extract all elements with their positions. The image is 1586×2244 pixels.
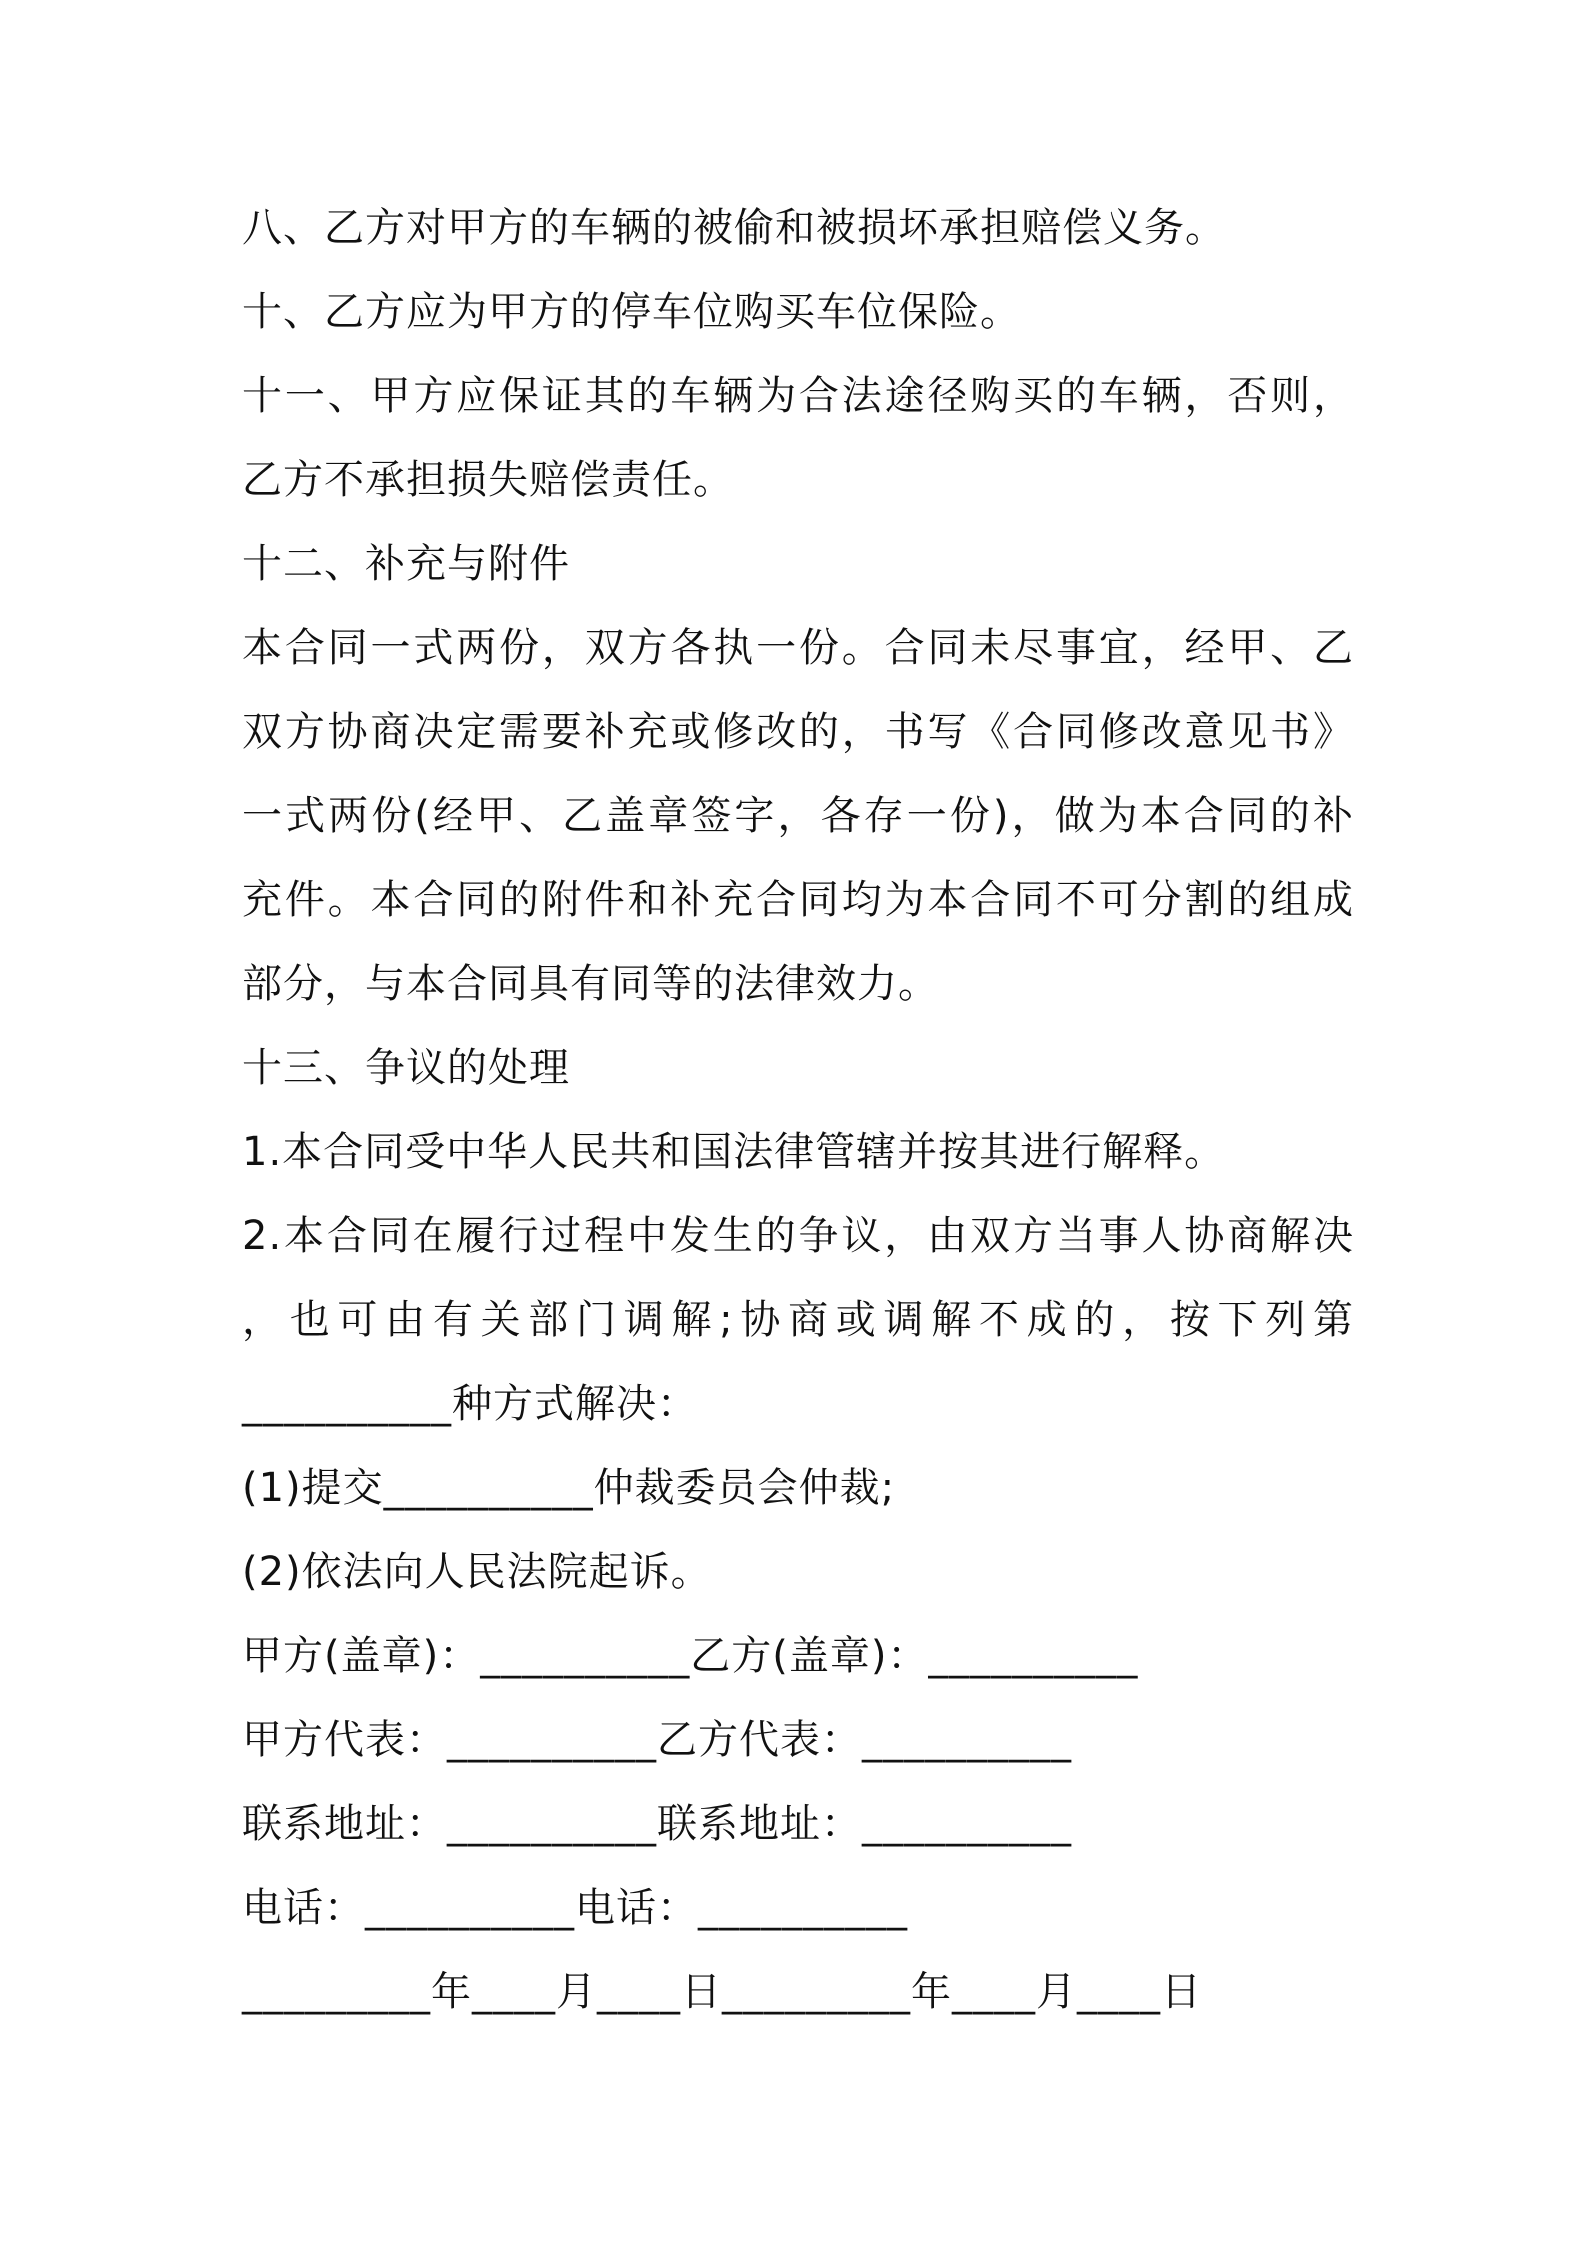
clause-11-line-2: 乙方不承担损失赔偿责任。: [242, 457, 734, 503]
clause-12-para-line-2: 双方协商决定需要补充或修改的，书写《合同修改意见书》: [242, 709, 1354, 755]
signature-date-row: _________年____月____日_________年____月____日: [242, 1969, 1202, 2015]
clause-12-heading: 十二、补充与附件: [242, 541, 570, 587]
clause-10: 十、乙方应为甲方的停车位购买车位保险。: [242, 289, 1021, 335]
clause-12-para-line-5: 部分，与本合同具有同等的法律效力。: [242, 961, 939, 1007]
clause-12-para-line-1: 本合同一式两份，双方各执一份。合同未尽事宜，经甲、乙: [242, 625, 1354, 671]
clause-13-item-2-line-1: 2.本合同在履行过程中发生的争议，由双方当事人协商解决: [242, 1213, 1354, 1259]
clause-8: 八、乙方对甲方的车辆的被偷和被损坏承担赔偿义务。: [242, 205, 1226, 251]
signature-seal-row: 甲方(盖章)：__________乙方(盖章)：__________: [242, 1633, 1139, 1679]
clause-11-line-1: 十一、甲方应保证其的车辆为合法途径购买的车辆，否则，: [242, 373, 1354, 419]
clause-13-item-2-line-2: ，也可由有关部门调解;协商或调解不成的，按下列第: [242, 1297, 1354, 1343]
option-arbitration: (1)提交__________仲裁委员会仲裁;: [242, 1465, 896, 1511]
option-lawsuit: (2)依法向人民法院起诉。: [242, 1549, 712, 1595]
clause-13-item-2-line-3: __________种方式解决：: [242, 1381, 698, 1427]
clause-12-para-line-3: 一式两份(经甲、乙盖章签字，各存一份)，做为本合同的补: [242, 793, 1354, 839]
clause-12-para-line-4: 充件。本合同的附件和补充合同均为本合同不可分割的组成: [242, 877, 1354, 923]
signature-representative-row: 甲方代表：__________乙方代表：__________: [242, 1717, 1072, 1763]
clause-13-item-1: 1.本合同受中华人民共和国法律管辖并按其进行解释。: [242, 1129, 1226, 1175]
clause-13-heading: 十三、争议的处理: [242, 1045, 570, 1091]
signature-phone-row: 电话：__________电话：__________: [242, 1885, 908, 1931]
signature-address-row: 联系地址：__________联系地址：__________: [242, 1801, 1072, 1847]
